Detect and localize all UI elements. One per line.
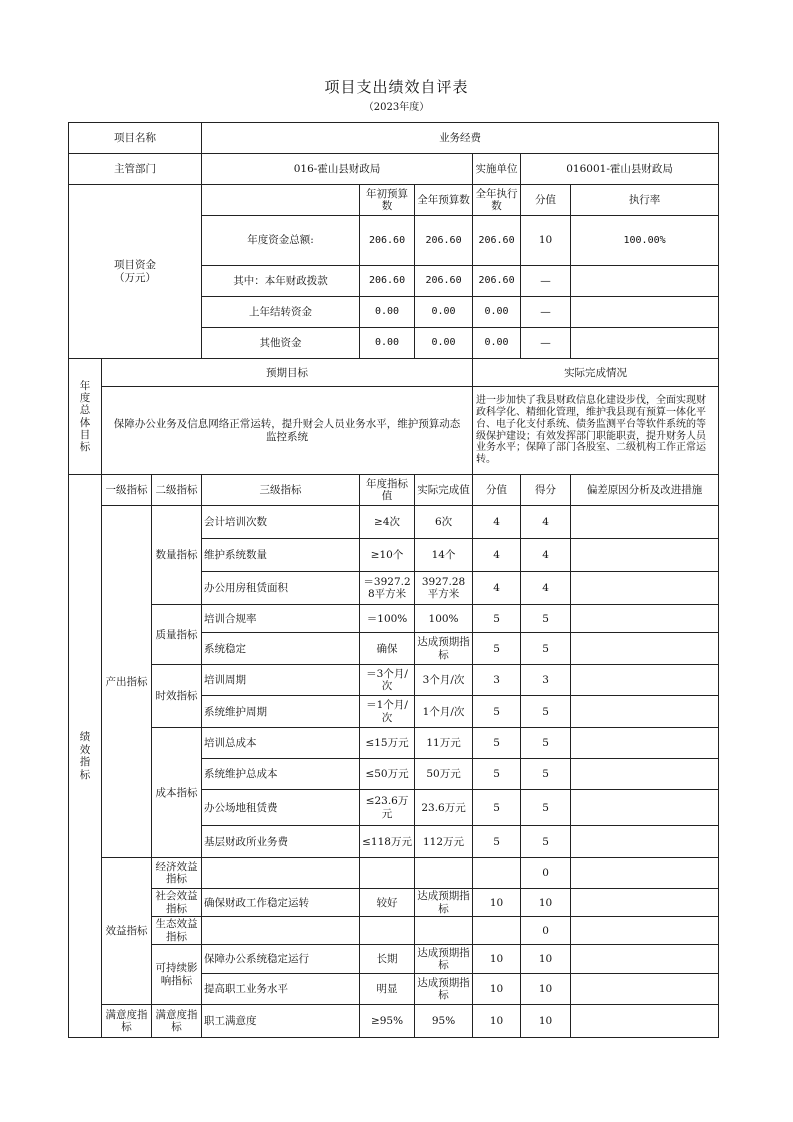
funds-header: 年初预算数 [360, 185, 415, 216]
perf-header: 得分 [521, 475, 571, 506]
indicator-note [571, 945, 719, 974]
indicator-target: 较好 [360, 889, 415, 917]
indicator-target: ≥4次 [360, 506, 415, 539]
quantity-indicator-label: 数量指标 [152, 506, 202, 605]
impl-unit-value: 016001-霍山县财政局 [521, 154, 719, 185]
indicator-target: ＝1个月/次 [360, 696, 415, 728]
funds-rate [571, 297, 719, 328]
indicator-got: 10 [521, 1005, 571, 1038]
indicator-name: 系统维护周期 [202, 696, 360, 728]
indicator-name: 职工满意度 [202, 1005, 360, 1038]
indicator-score: 10 [473, 945, 521, 974]
indicator-target: ≤23.6万元 [360, 790, 415, 826]
benefit-indicator-label: 效益指标 [102, 858, 152, 1005]
indicator-target: ≥10个 [360, 539, 415, 572]
funds-header: 分值 [521, 185, 571, 216]
indicator-got: 5 [521, 728, 571, 759]
indicator-note [571, 974, 719, 1005]
indicator-got: 5 [521, 633, 571, 665]
indicator-score: 5 [473, 790, 521, 826]
indicator-score [473, 917, 521, 945]
indicator-target: ≤118万元 [360, 826, 415, 858]
indicator-got: 4 [521, 572, 571, 605]
indicator-actual: 100% [415, 605, 473, 633]
perf-header: 三级指标 [202, 475, 360, 506]
funds-cell: 206.60 [360, 216, 415, 266]
cost-indicator-label: 成本指标 [152, 728, 202, 858]
indicator-actual: 3927.28平方米 [415, 572, 473, 605]
indicator-actual: 23.6万元 [415, 790, 473, 826]
indicator-got: 0 [521, 917, 571, 945]
indicator-got: 5 [521, 826, 571, 858]
indicator-name: 会计培训次数 [202, 506, 360, 539]
expected-goal-text: 保障办公业务及信息网络正常运转，提升财会人员业务水平，维护预算动态监控系统 [102, 387, 473, 475]
project-name-label: 项目名称 [69, 123, 202, 154]
dept-value: 016-霍山县财政局 [202, 154, 473, 185]
project-name-value: 业务经费 [202, 123, 719, 154]
indicator-note [571, 759, 719, 790]
indicator-note [571, 605, 719, 633]
funds-rate: 100.00% [571, 216, 719, 266]
actual-completion-header: 实际完成情况 [473, 359, 719, 387]
funds-header: 全年执行数 [473, 185, 521, 216]
page-subtitle: （2023年度） [363, 102, 430, 113]
indicator-got: 4 [521, 539, 571, 572]
funds-rate [571, 266, 719, 297]
perf-header: 分值 [473, 475, 521, 506]
funds-header: 执行率 [571, 185, 719, 216]
indicator-got: 3 [521, 665, 571, 696]
indicator-name: 基层财政所业务费 [202, 826, 360, 858]
funds-cell: 0.00 [415, 297, 473, 328]
funds-rate [571, 328, 719, 359]
time-indicator-label: 时效指标 [152, 665, 202, 728]
indicator-note [571, 633, 719, 665]
indicator-actual: 6次 [415, 506, 473, 539]
indicator-score: 10 [473, 889, 521, 917]
indicator-name: 维护系统数量 [202, 539, 360, 572]
perf-header: 偏差原因分析及改进措施 [571, 475, 719, 506]
indicator-actual: 11万元 [415, 728, 473, 759]
indicator-actual [415, 858, 473, 889]
page-title: 项目支出绩效自评表 [324, 78, 469, 96]
indicator-score: 4 [473, 506, 521, 539]
funds-score: 10 [521, 216, 571, 266]
indicator-name [202, 858, 360, 889]
indicator-target: ＝100% [360, 605, 415, 633]
indicator-target: ≤50万元 [360, 759, 415, 790]
funds-cell: 0.00 [360, 297, 415, 328]
indicator-score [473, 858, 521, 889]
funds-row-name: 其中：本年财政拨款 [202, 266, 360, 297]
funds-row-name: 上年结转资金 [202, 297, 360, 328]
indicator-name: 提高职工业务水平 [202, 974, 360, 1005]
indicator-target: ＝3927.28平方米 [360, 572, 415, 605]
indicator-actual: 达成预期指标 [415, 633, 473, 665]
indicator-note [571, 889, 719, 917]
indicator-target: ＝3个月/次 [360, 665, 415, 696]
indicator-got: 0 [521, 858, 571, 889]
perf-header: 实际完成值 [415, 475, 473, 506]
indicator-actual: 95% [415, 1005, 473, 1038]
indicator-actual: 14个 [415, 539, 473, 572]
indicator-score: 4 [473, 572, 521, 605]
indicator-score: 5 [473, 696, 521, 728]
funds-cell: 206.60 [415, 266, 473, 297]
indicator-target: ≤15万元 [360, 728, 415, 759]
funds-cell: 206.60 [360, 266, 415, 297]
indicator-name: 培训周期 [202, 665, 360, 696]
indicator-note [571, 572, 719, 605]
indicator-note [571, 539, 719, 572]
indicator-name: 确保财政工作稳定运转 [202, 889, 360, 917]
indicator-name: 办公场地租赁费 [202, 790, 360, 826]
self-evaluation-table [68, 122, 719, 1038]
indicator-note [571, 1005, 719, 1038]
indicator-score: 3 [473, 665, 521, 696]
funds-row-name: 其他资金 [202, 328, 360, 359]
indicator-actual: 3个月/次 [415, 665, 473, 696]
funds-score: — [521, 297, 571, 328]
funds-header-blank [202, 185, 360, 216]
indicator-score: 5 [473, 759, 521, 790]
expected-goal-header: 预期目标 [102, 359, 473, 387]
satisfaction-indicator-label: 满意度指标 [102, 1005, 152, 1038]
indicator-actual: 达成预期指标 [415, 974, 473, 1005]
indicator-actual [415, 917, 473, 945]
indicator-got: 10 [521, 889, 571, 917]
indicator-name: 系统维护总成本 [202, 759, 360, 790]
perf-indicators-label: 绩效指标 [69, 475, 102, 1038]
indicator-target: 长期 [360, 945, 415, 974]
indicator-score: 10 [473, 974, 521, 1005]
indicator-target: 确保 [360, 633, 415, 665]
quality-indicator-label: 质量指标 [152, 605, 202, 665]
actual-completion-text: 进一步加快了我县财政信息化建设步伐，全面实现财政科学化、精细化管理，维护我县现有预算一体化平台、电子化支付系统、债务监测平台等软件系统的等级保护建设；有效发挥部门职能职责，提升财务人员业务水平；保障了部门各股室、二级机构工作正常运转。 [473, 387, 719, 475]
indicator-got: 5 [521, 696, 571, 728]
indicator-got: 5 [521, 605, 571, 633]
indicator-actual: 达成预期指标 [415, 945, 473, 974]
indicator-note [571, 696, 719, 728]
indicator-score: 10 [473, 1005, 521, 1038]
perf-header: 二级指标 [152, 475, 202, 506]
funds-cell: 206.60 [473, 216, 521, 266]
indicator-note [571, 790, 719, 826]
indicator-note [571, 728, 719, 759]
indicator-name: 培训总成本 [202, 728, 360, 759]
indicator-score: 4 [473, 539, 521, 572]
funds-score: — [521, 266, 571, 297]
indicator-actual: 50万元 [415, 759, 473, 790]
indicator-got: 10 [521, 945, 571, 974]
funds-label: 项目资金 （万元） [69, 185, 202, 359]
funds-row-name: 年度资金总额: [202, 216, 360, 266]
indicator-note [571, 665, 719, 696]
indicator-score: 5 [473, 728, 521, 759]
indicator-name: 保障办公系统稳定运行 [202, 945, 360, 974]
indicator-got: 5 [521, 790, 571, 826]
indicator-note [571, 826, 719, 858]
output-indicator-label: 产出指标 [102, 506, 152, 858]
indicator-score: 5 [473, 633, 521, 665]
perf-header: 年度指标值 [360, 475, 415, 506]
funds-cell: 0.00 [473, 328, 521, 359]
indicator-target: 明显 [360, 974, 415, 1005]
indicator-name: 培训合规率 [202, 605, 360, 633]
funds-cell: 0.00 [360, 328, 415, 359]
perf-header: 一级指标 [102, 475, 152, 506]
impl-unit-label: 实施单位 [473, 154, 521, 185]
indicator-got: 10 [521, 974, 571, 1005]
funds-score: — [521, 328, 571, 359]
funds-cell: 0.00 [415, 328, 473, 359]
indicator-target [360, 858, 415, 889]
satisfaction-sub-label: 满意度指标 [152, 1005, 202, 1038]
indicator-actual: 1个月/次 [415, 696, 473, 728]
funds-header: 全年预算数 [415, 185, 473, 216]
indicator-name: 系统稳定 [202, 633, 360, 665]
social-benefit-label: 社会效益指标 [152, 889, 202, 917]
annual-goal-label: 年度总体目标 [69, 359, 102, 475]
economic-benefit-label: 经济效益指标 [152, 858, 202, 889]
indicator-name [202, 917, 360, 945]
dept-label: 主管部门 [69, 154, 202, 185]
indicator-got: 4 [521, 506, 571, 539]
indicator-score: 5 [473, 826, 521, 858]
indicator-score: 5 [473, 605, 521, 633]
indicator-got: 5 [521, 759, 571, 790]
funds-cell: 206.60 [415, 216, 473, 266]
indicator-actual: 达成预期指标 [415, 889, 473, 917]
indicator-note [571, 858, 719, 889]
indicator-target: ≥95% [360, 1005, 415, 1038]
ecological-benefit-label: 生态效益指标 [152, 917, 202, 945]
indicator-note [571, 917, 719, 945]
indicator-name: 办公用房租赁面积 [202, 572, 360, 605]
indicator-target [360, 917, 415, 945]
indicator-actual: 112万元 [415, 826, 473, 858]
sustainable-impact-label: 可持续影响指标 [152, 945, 202, 1005]
indicator-note [571, 506, 719, 539]
funds-cell: 206.60 [473, 266, 521, 297]
funds-cell: 0.00 [473, 297, 521, 328]
